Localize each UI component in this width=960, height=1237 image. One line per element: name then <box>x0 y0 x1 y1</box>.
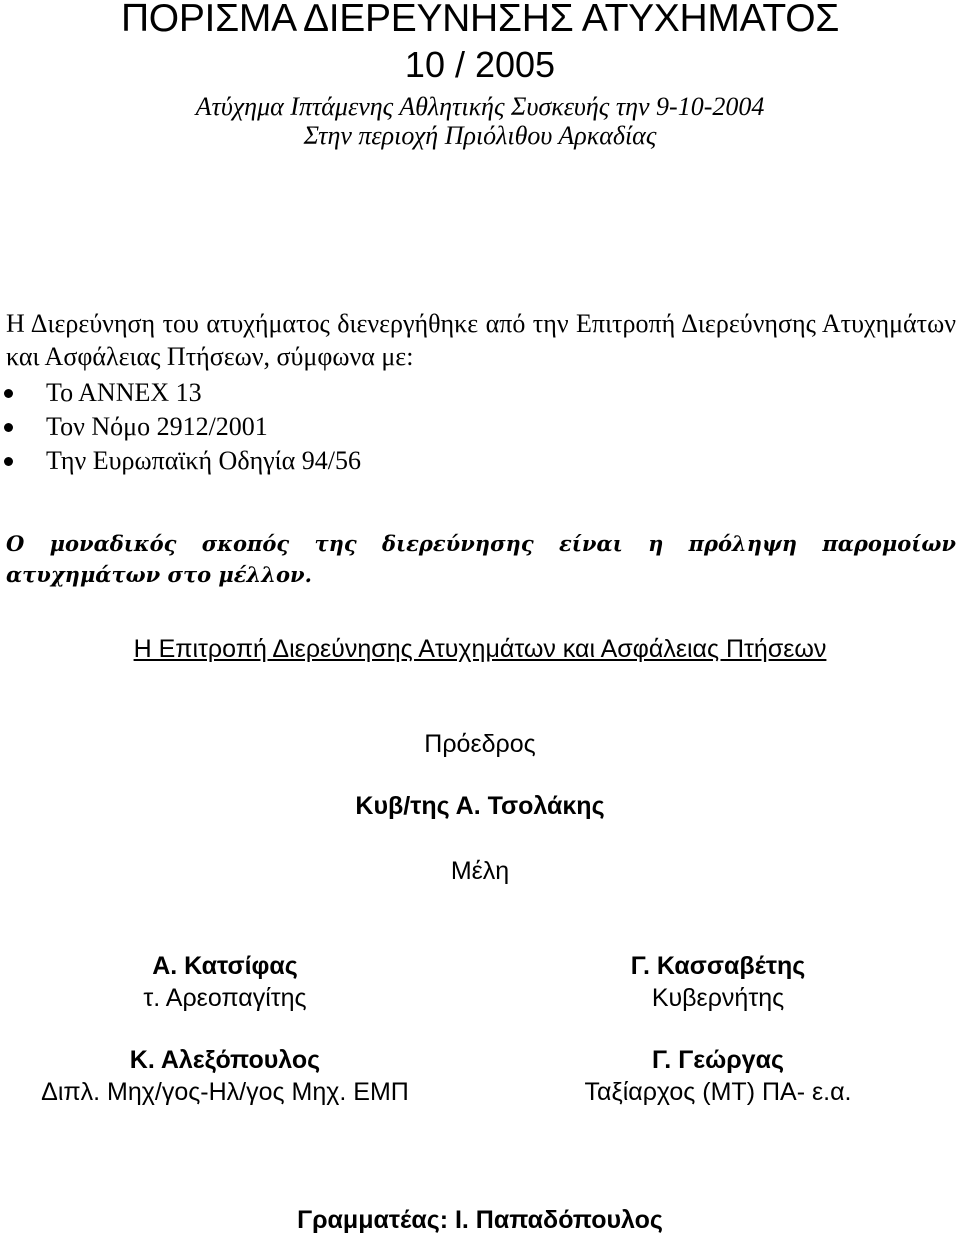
accident-location: Στην περιοχή Πριόλιθου Αρκαδίας <box>303 121 657 150</box>
bullet-icon <box>4 457 13 466</box>
secretary-name: Γραμματέας: Ι. Παπαδόπουλος <box>297 1206 663 1234</box>
member-name: Κ. Αλεξόπουλος <box>129 1046 321 1074</box>
member-name: Α. Κατσίφας <box>152 952 298 980</box>
legal-basis-text: Την Ευρωπαϊκή Οδηγία 94/56 <box>46 446 362 475</box>
committee-name: Η Επιτροπή Διερεύνησης Ατυχημάτων και Ασφάλειας Πτήσεων <box>133 635 827 663</box>
member-role: Ταξίαρχος (ΜΤ) ΠΑ- ε.α. <box>584 1078 852 1106</box>
member-role: Κυβερνήτης <box>651 984 785 1012</box>
legal-basis-list <box>0 376 700 478</box>
bullet-icon <box>4 423 13 432</box>
member-role: τ. Αρεοπαγίτης <box>143 984 307 1012</box>
report-title: ΠΟΡΙΣΜΑ ΔΙΕΡΕΥΝΗΣΗΣ ΑΤΥΧΗΜΑΤΟΣ <box>120 0 840 40</box>
members-title: Μέλη <box>450 857 510 885</box>
legal-basis-text: Το ΑΝΝΕΧ 13 <box>46 378 202 407</box>
chair-title: Πρόεδρος <box>424 730 536 758</box>
bullet-icon <box>4 389 13 398</box>
investigation-intro: Η Διερεύνηση του ατυχήματος διενεργήθηκε από την Επιτροπή Διερεύνησης Ατυχημάτων και Ασφάλειας Πτήσεων, σύμφωνα με: <box>6 309 956 371</box>
report-number: 10 / 2005 <box>404 44 556 85</box>
member-role: Διπλ. Μηχ/γος-Ηλ/γος Μηχ. ΕΜΠ <box>41 1078 409 1106</box>
legal-basis-text: Τον Νόμο 2912/2001 <box>46 412 268 441</box>
accident-description: Ατύχημα Ιπτάμενης Αθλητικής Συσκευής την 9-10-2004 <box>195 92 765 121</box>
legal-basis-item <box>0 444 700 478</box>
investigation-purpose: Ο μοναδικός σκοπός της διερεύνησης είναι η πρόληψη παρομοίων ατυχημάτων στο μέλλον. <box>6 531 956 587</box>
chair-name: Κυβ/της Α. Τσολάκης <box>355 792 605 820</box>
member-name: Γ. Γεώργας <box>652 1046 784 1074</box>
legal-basis-item <box>0 410 700 444</box>
legal-basis-item <box>0 376 700 410</box>
member-name: Γ. Κασσαβέτης <box>630 952 806 980</box>
